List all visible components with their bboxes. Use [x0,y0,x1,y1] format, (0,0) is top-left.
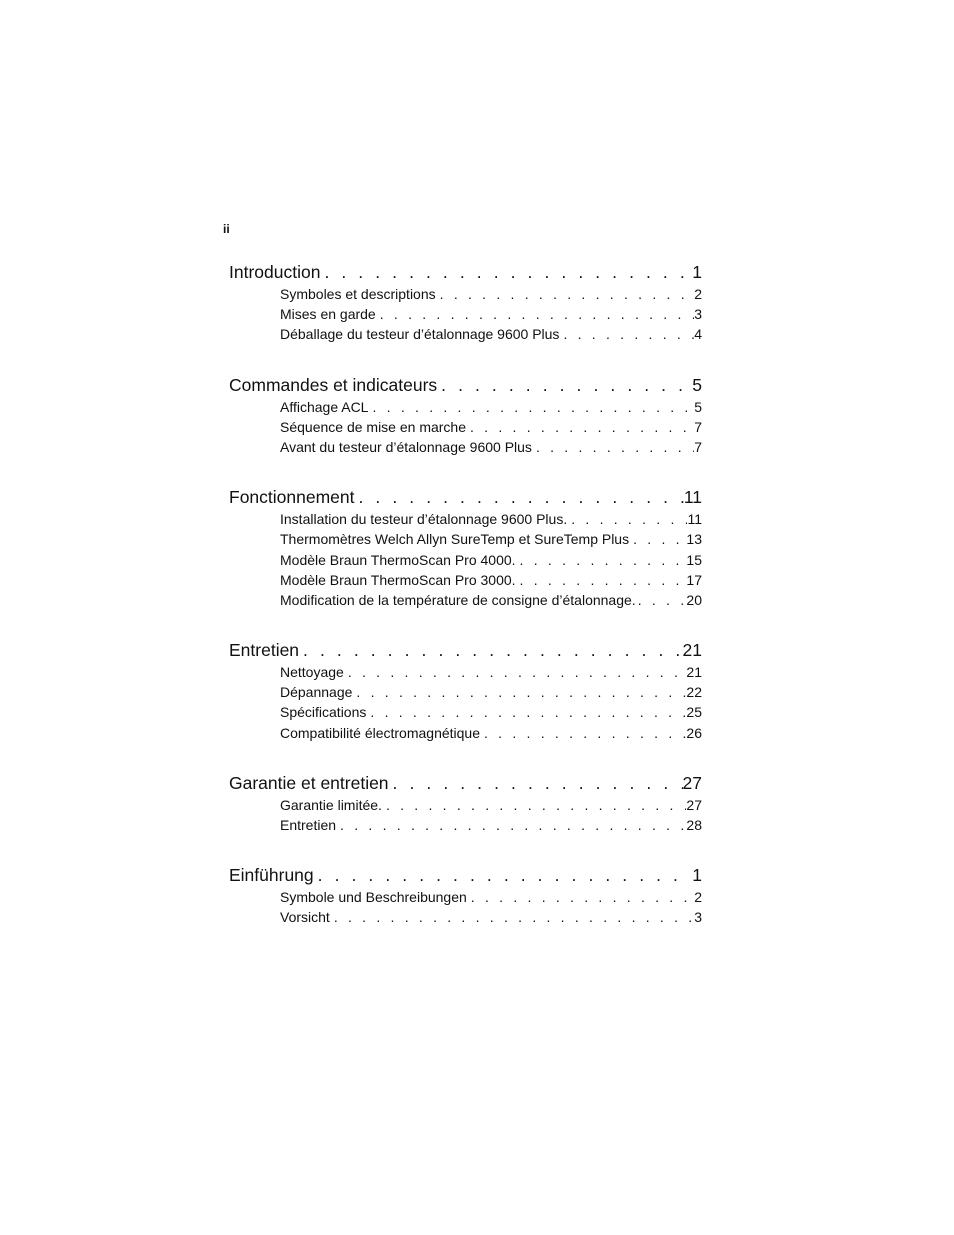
entry-title: Symboles et descriptions [280,286,436,302]
chapter-page: 5 [692,374,702,395]
entry-title: Modèle Braun ThermoScan Pro 4000. [280,551,516,568]
toc-chapter-row[interactable] [229,485,702,509]
toc-entry-row[interactable] [280,907,702,927]
toc-entry-row[interactable] [280,437,702,457]
dot-leader [516,570,687,590]
entry-title: Vorsicht [280,909,330,926]
entry-title: Symbole und Beschreibungen [280,889,467,906]
entry-title: Séquence de mise en marche [280,418,466,435]
entry-page: 7 [694,438,702,455]
toc-chapter-row[interactable] [229,863,702,887]
toc-entry-row[interactable] [280,795,702,815]
entry-page: 27 [686,796,702,813]
entry-page: 4 [694,326,702,343]
toc-entry-row[interactable] [280,590,702,610]
dot-leader [567,509,687,529]
entry-page: 2 [694,889,702,906]
toc-entry-row[interactable] [280,324,702,344]
toc-entry-row[interactable] [280,723,702,743]
entry-title: Modèle Braun ThermoScan Pro 3000. [280,571,516,588]
entry-title: Installation du testeur d’étalonnage 9600 Plus. [280,511,568,528]
entry-title: Déballage du testeur d’étalonnage 9600 Plus [280,326,560,343]
chapter-page: 1 [692,262,702,282]
dot-leader [368,397,694,417]
dot-leader [366,702,686,722]
toc-entry-row[interactable] [280,682,702,702]
chapter-title: Introduction [229,262,321,282]
entry-page: 26 [686,724,702,741]
toc-section [229,485,702,610]
dot-leader [355,485,684,509]
toc-section [229,260,702,345]
entry-title: Entretien [280,817,337,833]
dot-leader [437,373,684,397]
toc-entry-row[interactable] [280,304,702,324]
dot-leader [636,590,687,610]
entry-page: 20 [686,591,702,608]
dot-leader [480,723,686,743]
dot-leader [532,437,694,457]
entry-page: 7 [694,418,702,435]
entry-title: Compatibilité électromagnétique [280,724,480,741]
chapter-page: 11 [683,487,702,508]
entry-page: 28 [686,817,702,833]
toc-entry-row[interactable] [280,702,702,722]
toc-section [229,771,702,835]
toc-entry-row[interactable] [280,815,702,835]
entry-page: 3 [694,909,702,926]
dot-leader [559,324,694,344]
dot-leader [389,771,683,795]
entry-page: 15 [686,551,702,568]
dot-leader [436,284,695,304]
chapter-page: 27 [682,772,702,793]
chapter-page: 21 [682,640,702,661]
toc-chapter-row[interactable] [229,373,702,397]
table-of-contents [229,260,702,956]
entry-title: Dépannage [280,684,353,701]
dot-leader [629,529,686,549]
entry-page: 25 [686,704,702,721]
toc-section [229,638,702,743]
entry-page: 3 [694,306,702,323]
entry-title: Affichage ACL [280,398,369,415]
dot-leader [314,863,684,887]
toc-entry-row[interactable] [280,887,702,907]
chapter-title: Commandes et indicateurs [229,374,438,395]
dot-leader [344,662,687,682]
entry-title: Garantie limitée. [280,796,382,813]
toc-chapter-row[interactable] [229,260,702,284]
chapter-title: Einführung [229,865,314,886]
toc-entry-row[interactable] [280,550,702,570]
dot-leader [330,907,694,927]
entry-page: 5 [694,398,702,415]
dot-leader [352,682,686,702]
entry-title: Avant du testeur d’étalonnage 9600 Plus [280,438,532,455]
toc-entry-row[interactable] [280,509,702,529]
entry-title: Modification de la température de consigne d’étalonnage. [280,591,636,608]
toc-entry-row[interactable] [280,284,702,304]
dot-leader [466,417,694,437]
entry-title: Spécifications [280,704,367,721]
toc-section [229,373,702,458]
entry-page: 22 [686,684,702,701]
dot-leader [467,887,694,907]
entry-page: 11 [687,511,702,528]
chapter-title: Entretien [229,640,300,661]
dot-leader [382,795,686,815]
dot-leader [376,304,694,324]
chapter-title: Fonctionnement [229,487,355,508]
entry-page: 21 [686,664,702,681]
dot-leader [320,260,684,284]
entry-page: 13 [686,531,702,548]
chapter-page: 1 [692,865,702,886]
toc-chapter-row[interactable] [229,638,702,662]
toc-section [229,863,702,927]
toc-entry-row[interactable] [280,417,702,437]
toc-entry-row[interactable] [280,397,702,417]
dot-leader [516,550,687,570]
toc-entry-row[interactable] [280,529,702,549]
entry-page: 17 [686,571,702,588]
entry-title: Mises en garde [280,306,376,323]
dot-leader [299,638,682,662]
page-number: ii [223,222,230,236]
toc-chapter-row[interactable] [229,771,702,795]
chapter-title: Garantie et entretien [229,772,389,793]
toc-entry-row[interactable] [280,662,702,682]
entry-page: 2 [694,286,702,302]
toc-entry-row[interactable] [280,570,702,590]
entry-title: Nettoyage [280,664,344,681]
dot-leader [336,815,686,835]
entry-title: Thermomètres Welch Allyn SureTemp et SureTemp Plus [280,531,630,548]
